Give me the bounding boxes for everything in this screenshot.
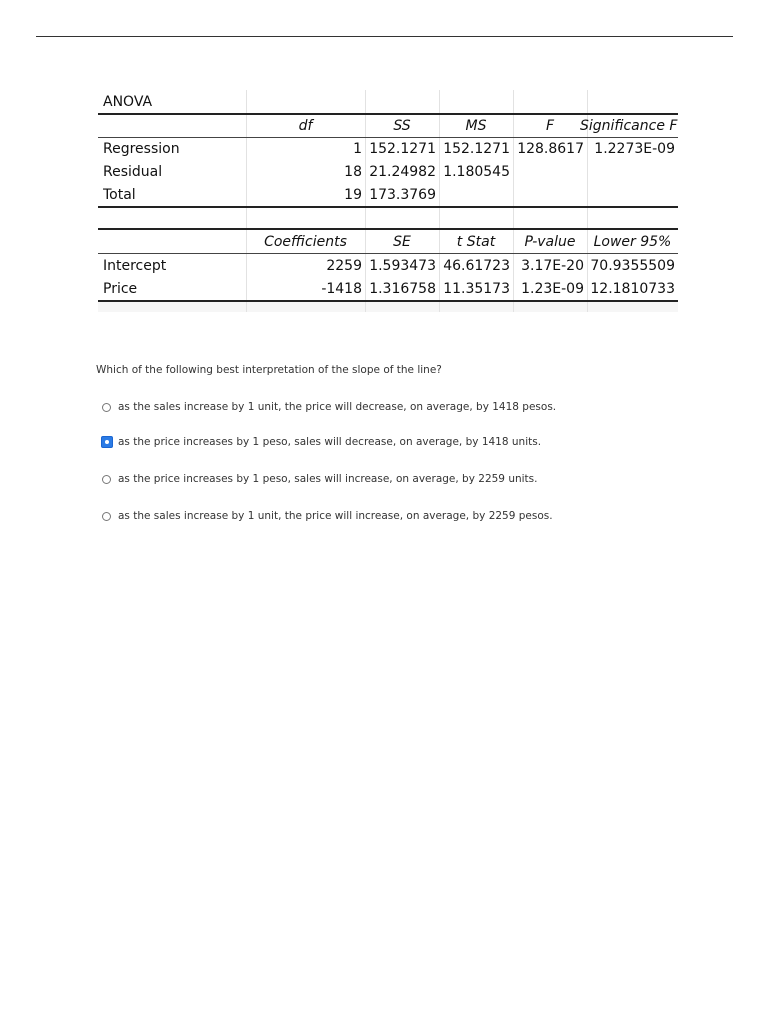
anova-header-ms: MS <box>465 118 487 134</box>
significance-value: 1.2273E-09 <box>594 141 675 157</box>
df-value: 18 <box>344 164 362 180</box>
question-text: Which of the following best interpretation of the slope of the line? <box>96 364 442 376</box>
coef-header-coefficients: Coefficients <box>264 234 347 250</box>
pvalue-value: 3.17E-20 <box>521 258 584 274</box>
option-label: as the price increases by 1 peso, sales will increase, on average, by 2259 units. <box>118 473 538 485</box>
radio-button[interactable] <box>102 512 111 521</box>
ss-value: 152.1271 <box>369 141 436 157</box>
df-value: 19 <box>344 187 362 203</box>
page-top-rule <box>36 36 733 37</box>
row-label: Total <box>103 187 136 203</box>
anova-header-f: F <box>545 118 555 134</box>
table-rule <box>98 228 678 230</box>
coef-header-se: SE <box>393 234 411 250</box>
row-label: Price <box>103 281 138 297</box>
table-rule <box>98 300 678 302</box>
row-label: Regression <box>103 141 180 157</box>
radio-button[interactable] <box>102 403 111 412</box>
ss-value: 21.24982 <box>369 164 436 180</box>
ms-value: 152.1271 <box>443 141 510 157</box>
option-label: as the price increases by 1 peso, sales will decrease, on average, by 1418 units. <box>118 436 542 448</box>
se-value: 1.316758 <box>369 281 436 297</box>
answer-option-1[interactable] <box>102 399 556 415</box>
lower95-value: 12.1810733 <box>590 281 675 297</box>
anova-header-df: df <box>298 118 313 134</box>
anova-header-ss: SS <box>393 118 411 134</box>
f-value: 128.8617 <box>517 141 584 157</box>
sheet-shading <box>98 302 678 312</box>
df-value: 1 <box>353 141 362 157</box>
anova-title: ANOVA <box>103 94 153 110</box>
option-label: as the sales increase by 1 unit, the price will decrease, on average, by 1418 pesos. <box>118 401 557 413</box>
regression-output-table <box>98 90 678 312</box>
row-label: Residual <box>103 164 163 180</box>
row-label: Intercept <box>103 258 167 274</box>
answer-option-4[interactable] <box>102 508 553 524</box>
table-rule <box>98 206 678 208</box>
answer-option-2[interactable] <box>102 434 541 450</box>
anova-header-significance: Significance F <box>580 118 678 134</box>
tstat-value: 11.35173 <box>443 281 510 297</box>
tstat-value: 46.61723 <box>443 258 510 274</box>
lower95-value: 70.9355509 <box>590 258 675 274</box>
se-value: 1.593473 <box>369 258 436 274</box>
coef-header-lower95: Lower 95% <box>593 234 672 250</box>
ss-value: 173.3769 <box>369 187 436 203</box>
answer-option-3[interactable] <box>102 471 537 487</box>
coef-header-tstat: t Stat <box>456 234 496 250</box>
pvalue-value: 1.23E-09 <box>521 281 584 297</box>
coefficient-value: -1418 <box>321 281 362 297</box>
radio-button-selected[interactable] <box>101 436 113 448</box>
radio-button[interactable] <box>102 475 111 484</box>
coefficient-value: 2259 <box>326 258 362 274</box>
option-label: as the sales increase by 1 unit, the price will increase, on average, by 2259 pesos. <box>118 510 553 522</box>
coef-header-pvalue: P-value <box>524 234 576 250</box>
ms-value: 1.180545 <box>443 164 510 180</box>
table-rule <box>98 253 678 254</box>
